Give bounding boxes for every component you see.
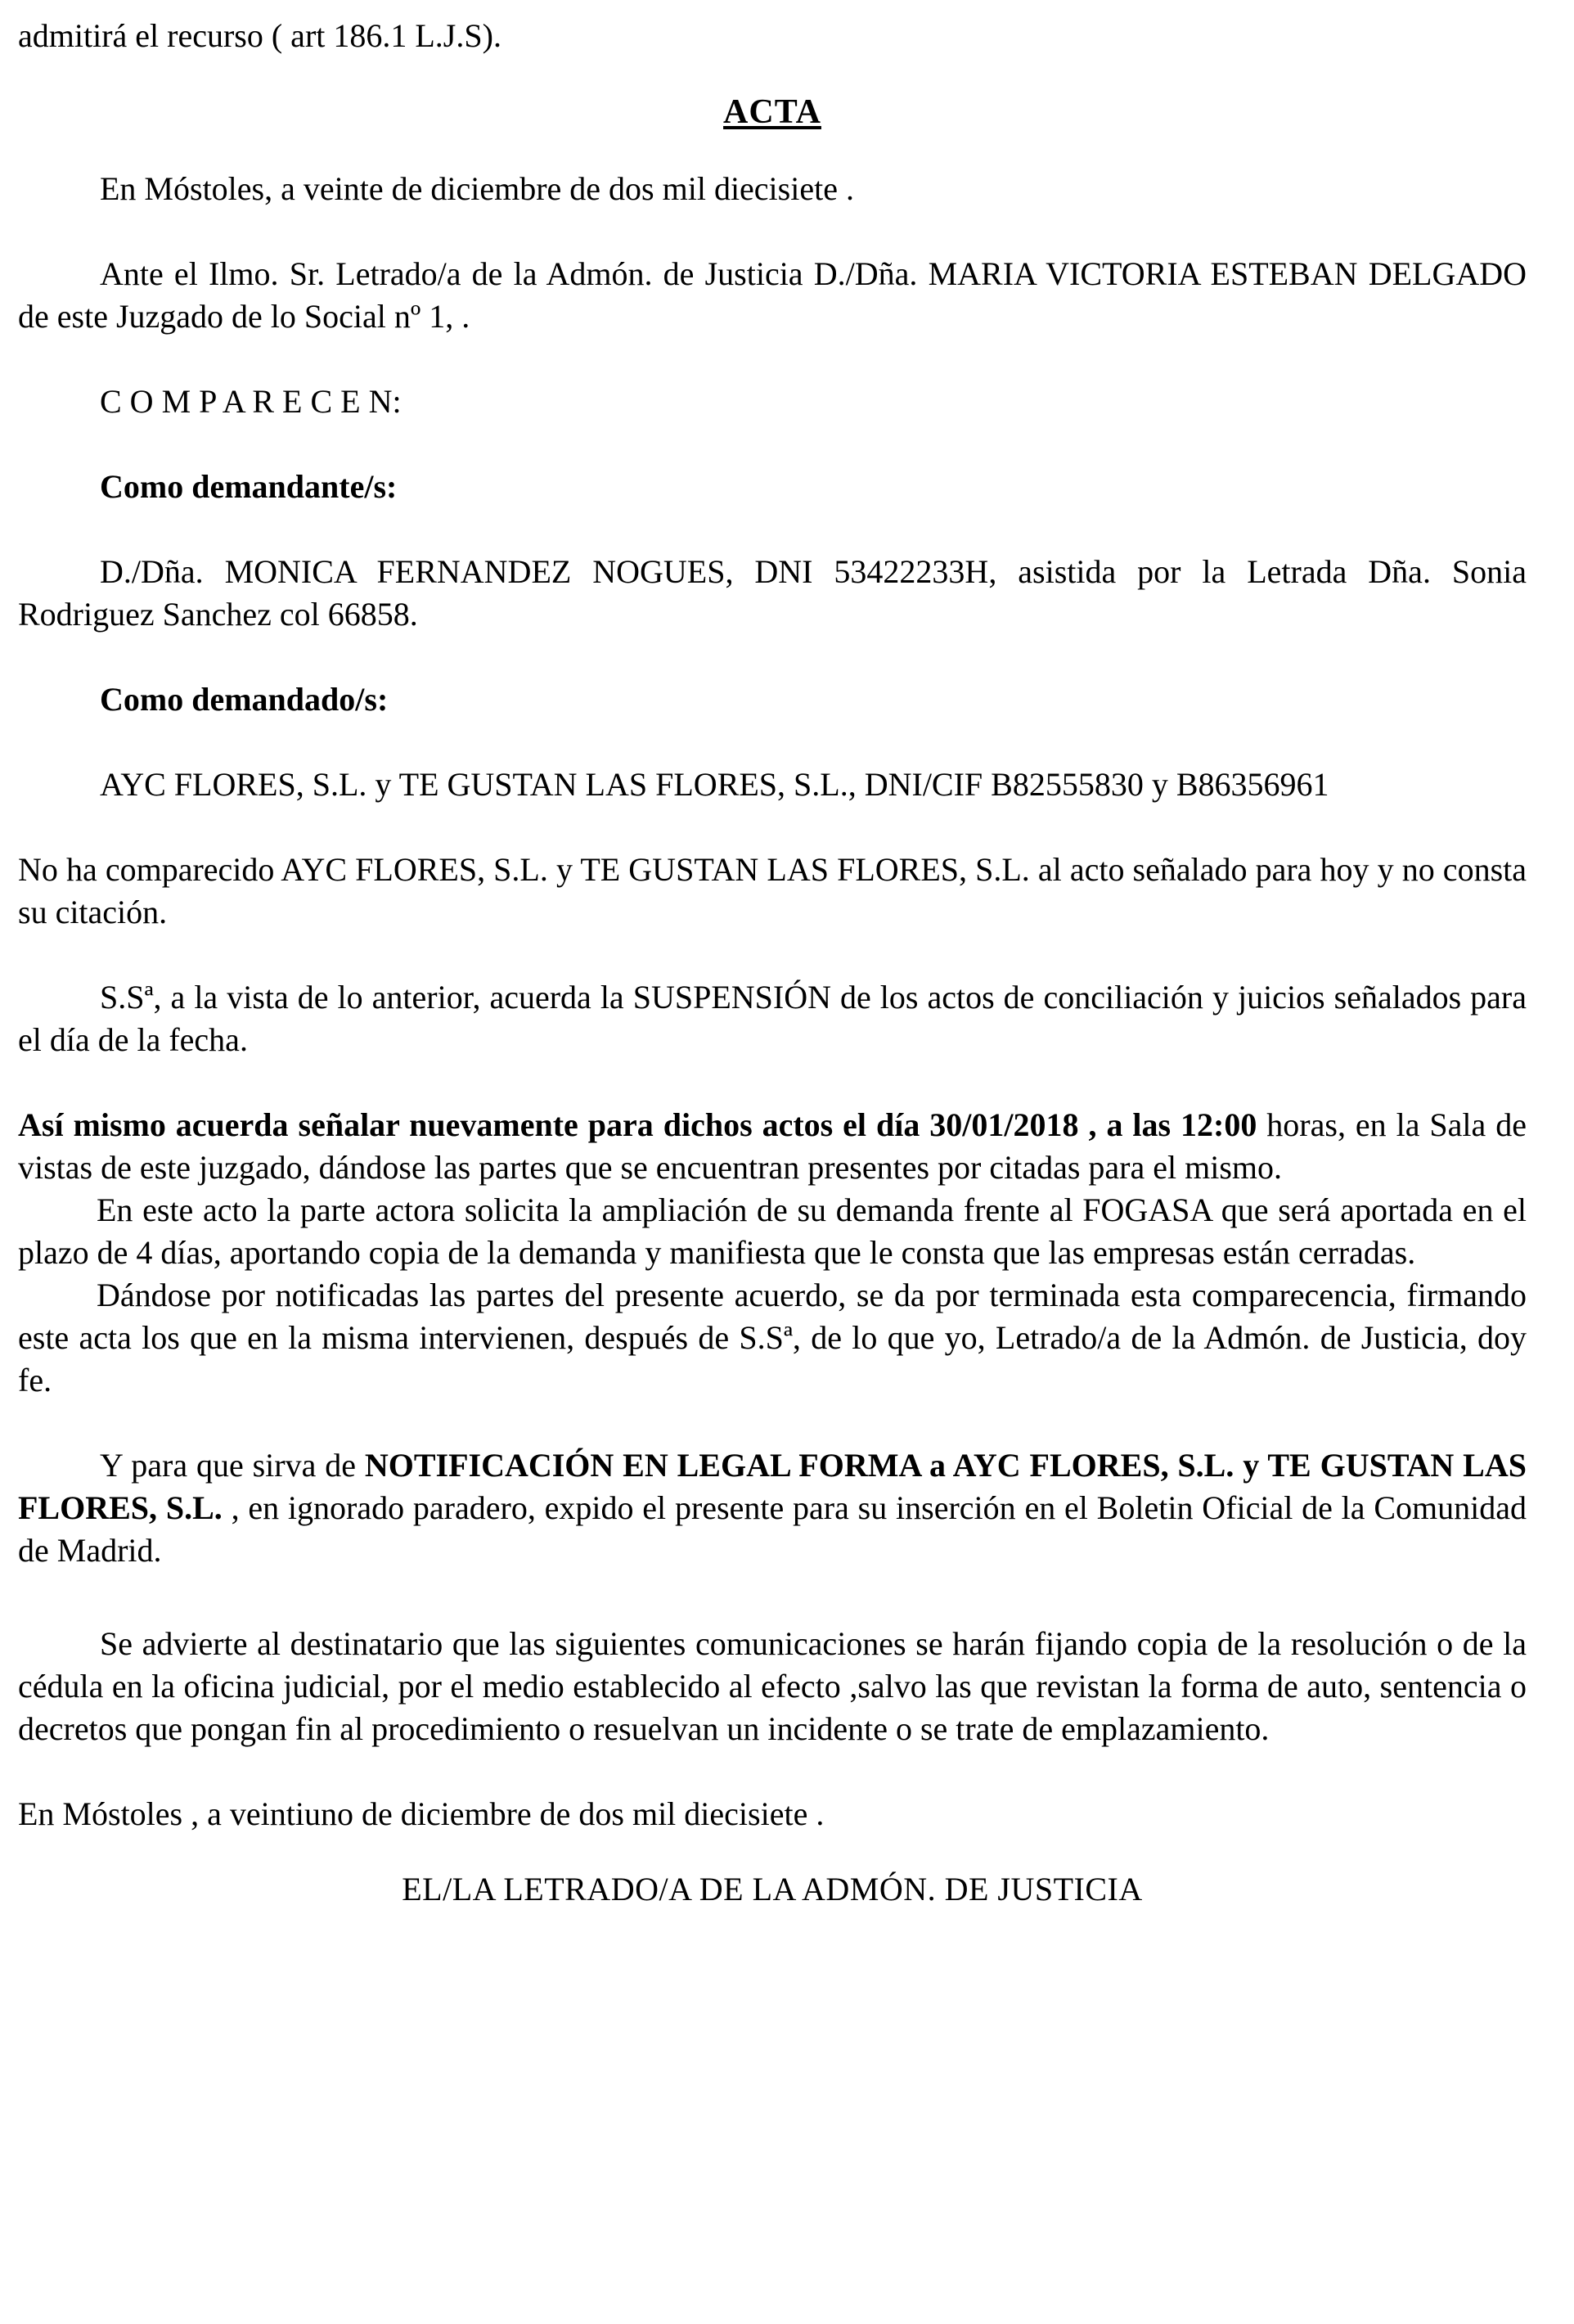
final-place-date: En Móstoles , a veintiuno de diciembre de dos mil diecisiete .	[18, 1795, 825, 1832]
defendant-paragraph: AYC FLORES, S.L. y TE GUSTAN LAS FLORES, S.L., DNI/CIF B82555830 y B86356961	[100, 765, 1329, 803]
document-title: ACTA	[723, 93, 821, 131]
non-appearance-paragraph: No ha comparecido AYC FLORES, S.L. y TE GUSTAN LAS FLORES, S.L. al acto señalado para hoy y no consta su citación.	[18, 850, 1527, 930]
notificadas-paragraph: Dándose por notificadas las partes del presente acuerdo, se da por terminada esta comparecencia, firmando este acta los que en la misma intervienen, después de S.Sª, de lo que yo, Letrado/a de la Admón. de Justicia, doy fe.	[18, 1276, 1527, 1398]
notificacion-paragraph	[18, 1444, 1527, 1572]
notificacion-rest: , en ignorado paradero, expido el presente para su inserción en el Boletin Oficial de la Comunidad de Madrid.	[18, 1489, 1527, 1569]
claimant-paragraph: D./Dña. MONICA FERNANDEZ NOGUES, DNI 53422233H, asistida por la Letrada Dña. Sonia Rodriguez Sanchez col 66858.	[18, 552, 1527, 633]
appear-heading: C O M P A R E C E N:	[100, 382, 402, 420]
new-hearing-bold: Así mismo acuerda señalar nuevamente para dichos actos el día 30/01/2018 , a las 12:00	[18, 1106, 1257, 1143]
notificacion-bold: NOTIFICACIÓN EN LEGAL FORMA a AYC FLORES, S.L. y TE GUSTAN LAS FLORES, S.L.	[18, 1446, 1527, 1526]
new-hearing-paragraph	[18, 1104, 1527, 1189]
suspension-paragraph: S.Sª, a la vista de lo anterior, acuerda la SUSPENSIÓN de los actos de conciliación y juicios señalados para el día de la fecha.	[18, 978, 1527, 1058]
signature-line: EL/LA LETRADO/A DE LA ADMÓN. DE JUSTICIA	[402, 1870, 1143, 1907]
place-and-date: En Móstoles, a veinte de diciembre de dos mil diecisiete .	[100, 169, 854, 207]
before-clerk-paragraph: Ante el Ilmo. Sr. Letrado/a de la Admón. de Justicia D./Dña. MARIA VICTORIA ESTEBAN DELGADO de este Juzgado de lo Social nº 1, .	[18, 254, 1527, 335]
claimant-heading: Como demandante/s:	[100, 467, 398, 505]
ampliacion-paragraph: En este acto la parte actora solicita la ampliación de su demanda frente al FOGASA que será aportada en el plazo de 4 días, aportando copia de la demanda y manifiesta que le consta que las empresas están cerradas.	[18, 1191, 1527, 1271]
top-line: admitirá el recurso ( art 186.1 L.J.S).	[18, 17, 501, 54]
advertencia-paragraph: Se advierte al destinatario que las siguientes comunicaciones se harán fijando copia de la resolución o de la cédula en la oficina judicial, por el medio establecido al efecto ,salvo las que revistan la forma de auto, sentencia o decretos que pongan fin al procedimiento o resuelvan un incidente o se trate de emplazamiento.	[18, 1624, 1527, 1747]
new-hearing-rest: horas, en la Sala de vistas de este juzgado, dándose las partes que se encuentran presentes por citadas para el mismo.	[18, 1106, 1527, 1186]
defendant-heading: Como demandado/s:	[100, 680, 389, 718]
notificacion-prefix: Y para que sirva de	[100, 1446, 365, 1484]
